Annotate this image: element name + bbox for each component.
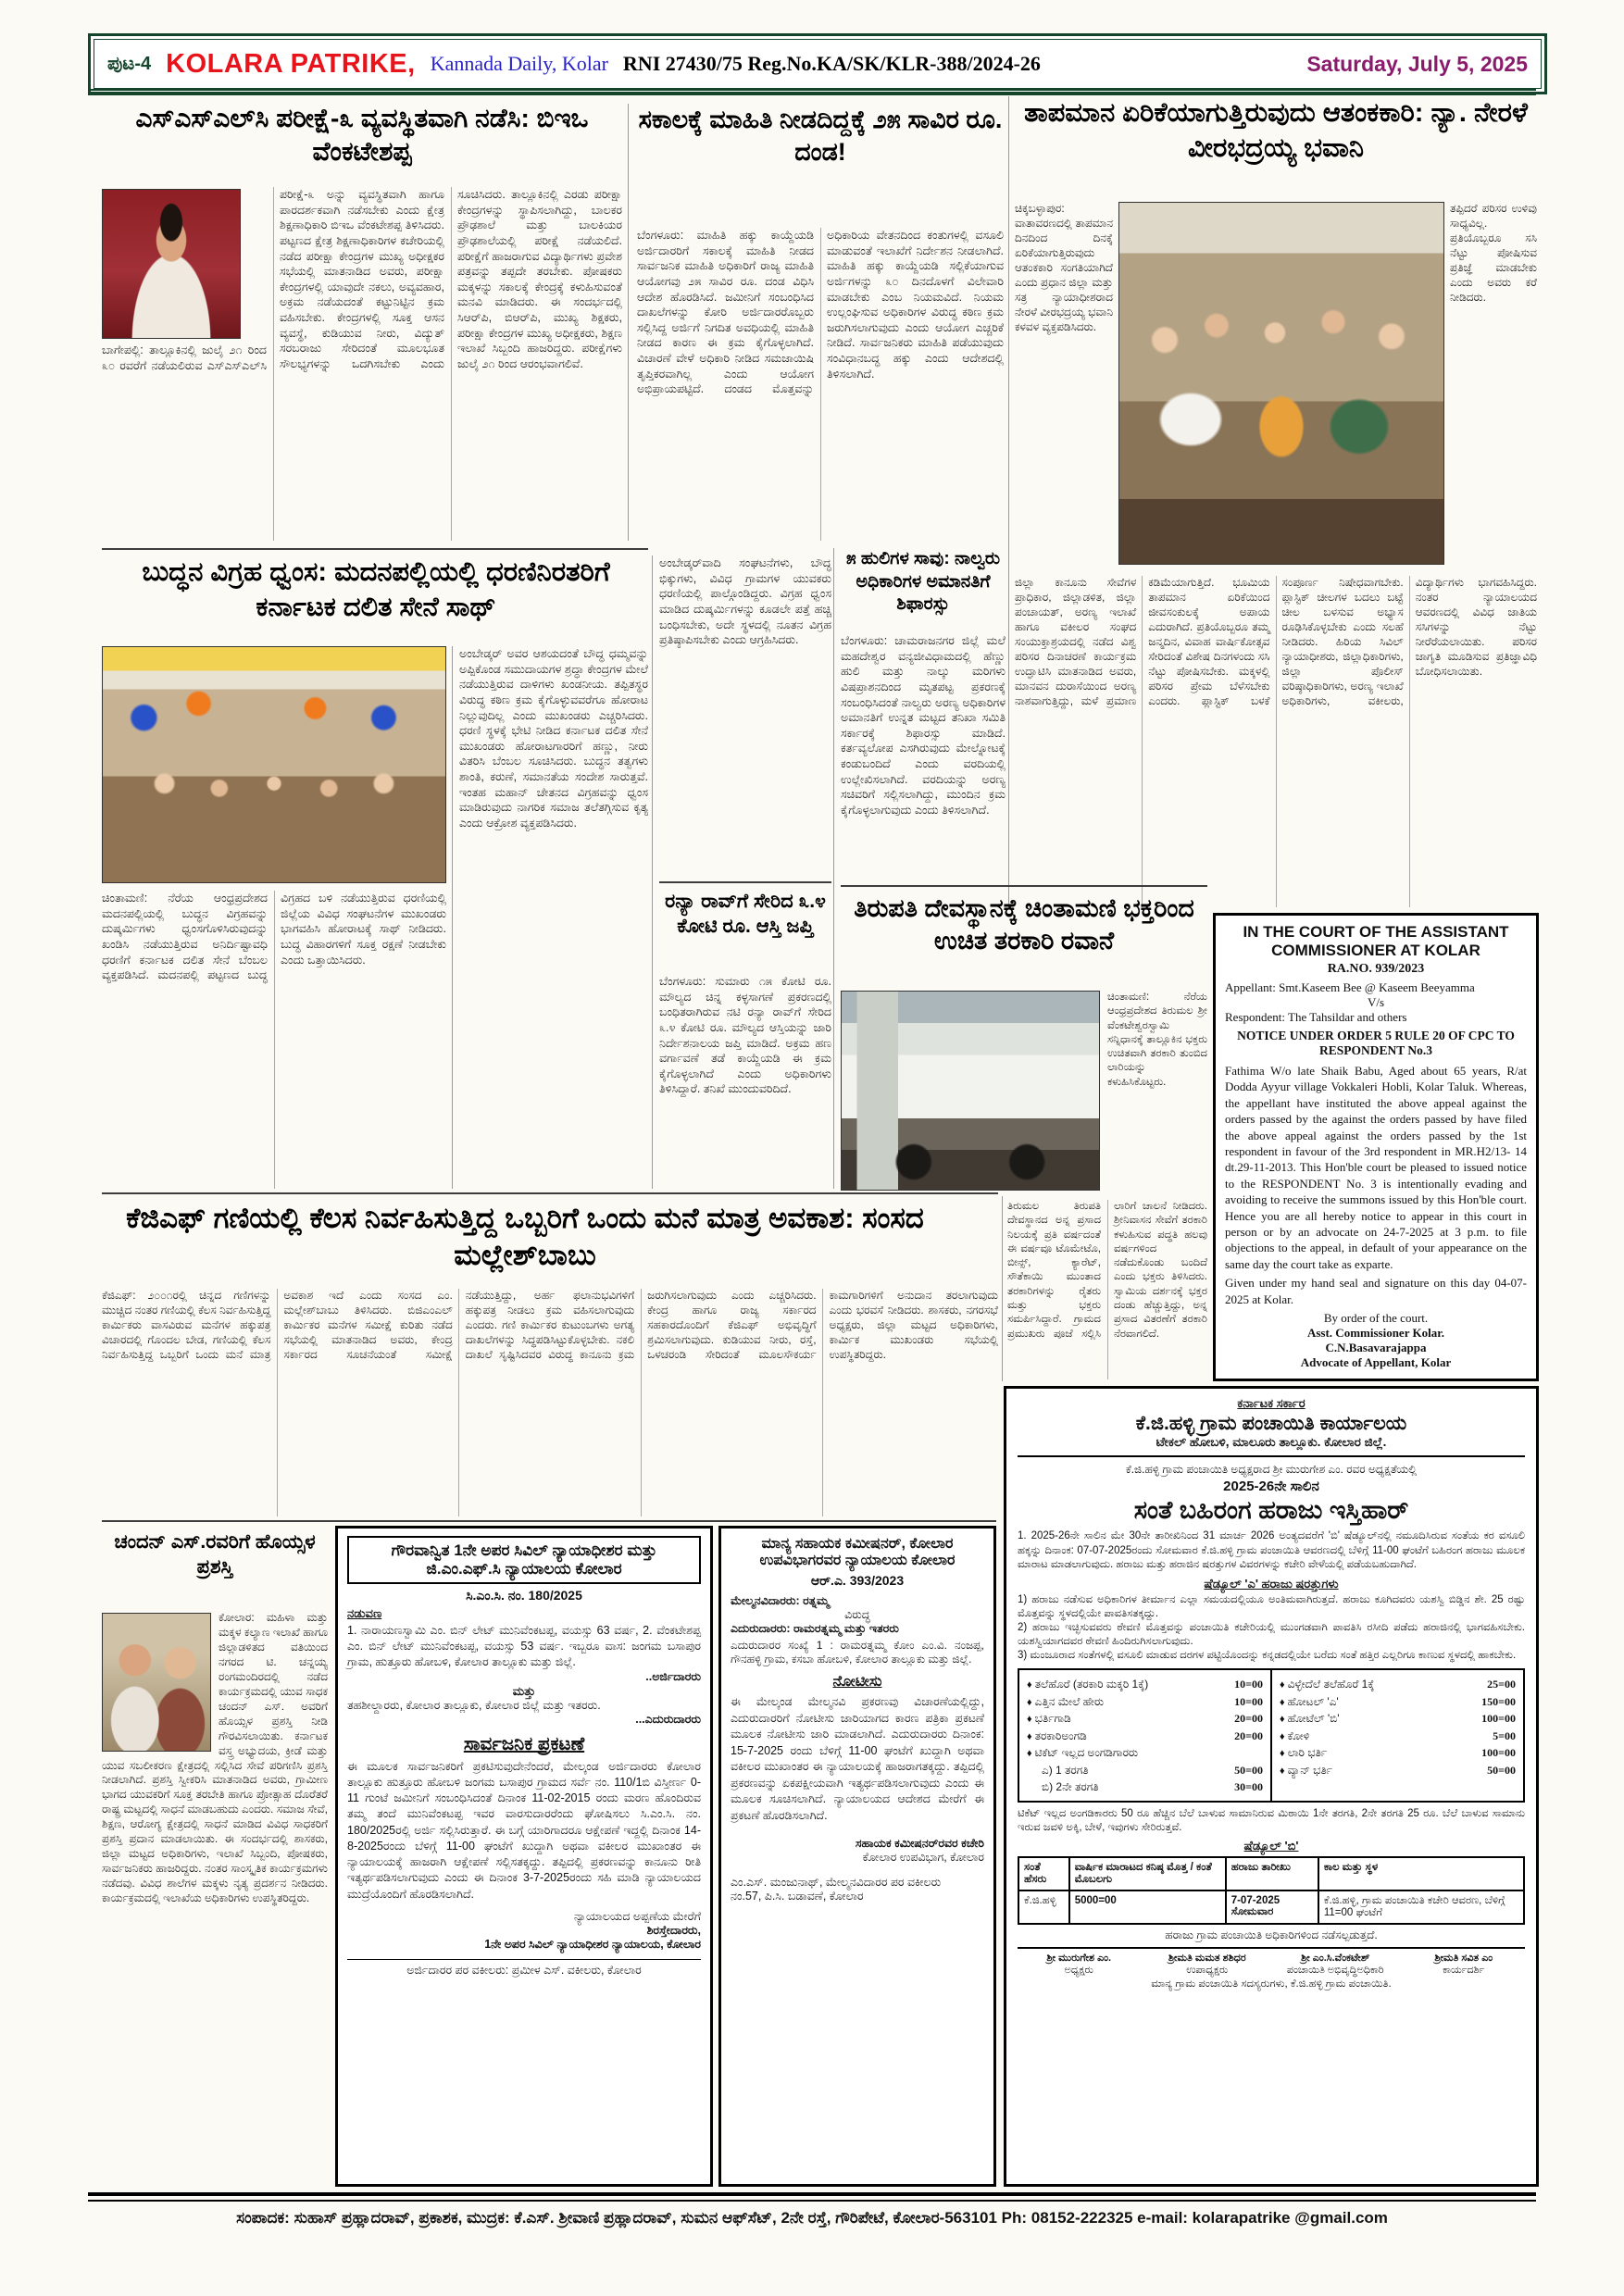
- civil-court-respondents-tag: ...ಎದುರುದಾರರು: [635, 1712, 701, 1726]
- panchayat-sig-final: ಮಾನ್ಯ ಗ್ರಾಮ ಪಂಚಾಯಿತಿ ಸದಸ್ಯರುಗಳು, ಕೆ.ಜಿ.ಹಳ್ಳಿ ಗ್ರಾಮ ಪಂಚಾಯಿತಿ.: [1151, 1978, 1392, 1990]
- court-en-respondent: Respondent: The Tahsildar and others: [1225, 1010, 1407, 1024]
- schedule-cell: ಕೆ.ಜಿ.ಹಳ್ಳಿ, ಗ್ರಾಮ ಪಂಚಾಯಿತಿ ಕಚೇರಿ ಆವರಣ, ಬೆಳಿಗ್ಗೆ 11=00 ಘಂಟೆಗೆ: [1318, 1890, 1524, 1924]
- article-tirupati-col-side: ಚಿಂತಾಮಣಿ: ನೆರೆಯ ಆಂಧ್ರಪ್ರದೇಶದ ತಿರುಮಲ ಶ್ರೀ ವೆಂಕಟೇಶ್ವರಸ್ವಾಮಿ ಸನ್ನಿಧಾನಕ್ಕೆ ತಾಲ್ಲೂಕಿನ ಭಕ್ತರು ಉಚಿತವಾಗಿ ತರಕಾರಿ ತುಂಬಿದ ಲಾರಿಯನ್ನು ಕಳುಹಿಸಿಕೊಟ್ಟರು.: [1107, 992, 1207, 1088]
- headline-sslc: ಎಸ್‌ಎಸ್‌ಎಲ್‌ಸಿ ಪರೀಕ್ಷೆ-೩ ವ್ಯವಸ್ಥಿತವಾಗಿ ನಡೆಸಿ: ಬಿಇಒ ವೆಂಕಟೇಶಪ್ಪ: [135, 104, 589, 167]
- photo-tirupati-truck: [841, 991, 1100, 1191]
- panchayat-govt: ಕರ್ನಾಟಕ ಸರ್ಕಾರ: [1237, 1396, 1305, 1410]
- civil-court-applicants-tag: ..ಅರ್ಜಿದಾರರು: [645, 1669, 701, 1683]
- ac-court-sig2: ಕೋಲಾರ ಉಪವಿಭಾಗ, ಕೋಲಾರ: [862, 1851, 984, 1864]
- article-heat-col-right: ತಪ್ಪಿದರೆ ಪರಿಸರ ಉಳಿವು ಸಾಧ್ಯವಿಲ್ಲ. ಪ್ರತಿಯೊಬ್ಬರೂ ಸಸಿ ನೆಟ್ಟು ಪೋಷಿಸುವ ಪ್ರತಿಜ್ಞೆ ಮಾಡಬೇಕು ಎಂದು ಅವರು ಕರೆ ನೀಡಿದರು.: [1450, 202, 1537, 304]
- headline-hoysala: ಚಂದನ್ ಎಸ್.ರವರಿಗೆ ಹೊಯ್ಸಳ ಪ್ರಶಸ್ತಿ: [114, 1531, 316, 1578]
- article-tigers-body: ಬೆಂಗಳೂರು: ಚಾಮರಾಜನಗರ ಜಿಲ್ಲೆ ಮಲೆ ಮಹದೇಶ್ವರ ವನ್ಯಜೀವಿಧಾಮದಲ್ಲಿ ಹೆಣ್ಣು ಹುಲಿ ಮತ್ತು ನಾಲ್ಕು ಮರಿಗಳು ವಿಷಪ್ರಾಶನದಿಂದ ಮೃತಪಟ್ಟ ಪ್ರಕರಣಕ್ಕೆ ಸಂಬಂಧಿಸಿದಂತೆ ನಾಲ್ವರು ಅರಣ್ಯ ಅಧಿಕಾರಿಗಳ ಅಮಾನತಿಗೆ ಉನ್ನತ ಮಟ್ಟದ ತನಿಖಾ ಸಮಿತಿ ಸರ್ಕಾರಕ್ಕೆ ಶಿಫಾರಸ್ಸು ಮಾಡಿದೆ. ಕರ್ತವ್ಯಲೋಪ ಎಸಗಿರುವುದು ಮೇಲ್ನೋಟಕ್ಕೆ ಕಂಡುಬಂದಿದೆ ಎಂದು ವರದಿಯಲ್ಲಿ ಉಲ್ಲೇಖಿಸಲಾಗಿದೆ. ವರದಿಯನ್ನು ಅರಣ್ಯ ಸಚಿವರಿಗೆ ಸಲ್ಲಿಸಲಾಗಿದ್ದು, ಮುಂದಿನ ಕ್ರಮ ಕೈಗೊಳ್ಳಲಾಗುವುದು ಎಂದು ತಿಳಿಸಲಾಗಿದೆ.: [841, 634, 1006, 817]
- fee-row: ♦ ತರಕಾರಿಅಂಗಡಿ 20=00: [1027, 1728, 1263, 1745]
- schedule-cell: ಕೆ.ಜಿ.ಹಳ್ಳಿ: [1018, 1890, 1069, 1924]
- panchayat-signatories: [1018, 1947, 1525, 1977]
- civil-court-case-no: ಸಿ.ಎಂ.ಸಿ. ನಂ. 180/2025: [466, 1588, 582, 1603]
- civil-court-notice: [335, 1526, 713, 2187]
- schedule-cell: 5000=00: [1069, 1890, 1226, 1924]
- schedule-cell: 7-07-2025 ಸೋಮವಾರ: [1226, 1890, 1318, 1924]
- panchayat-note: ಟಿಕೆಟ್ ಇಲ್ಲದ ಅಂಗಡಿಕಾರರು 50 ರೂ ಹೆಚ್ಚಿನ ಬೆಲೆ ಬಾಳುವ ಸಾಮಾನಿರುವ ಮಿಠಾಯಿ 1ನೇ ತರಗತಿ, 2ನೇ ತರಗತಿ 25 ರೂ. ಬೆಲೆ ಬಾಳುವ ಸಾಮಾನು ಇರುವ ಜವಳಿ ಅಕ್ಕಿ, ಬೇಳೆ, ಇವುಗಳು ಸೇರಿರುತ್ತವೆ.: [1018, 1807, 1525, 1834]
- civil-court-applicants: 1. ನಾರಾಯಣಸ್ವಾಮಿ ಎಂ. ಬಿನ್ ಲೇಟ್ ಮುನಿವೆಂಕಟಪ್ಪ, ವಯಸ್ಸು 63 ವರ್ಷ, 2. ವೆಂಕಟೇಶಪ್ಪ ಎಂ. ಬಿನ್ ಲೇಟ್ ಮುನಿವೆಂಕಟಪ್ಪ, ವಯಸ್ಸು 53 ವರ್ಷ. ಇಬ್ಬರೂ ವಾಸ: ಜಂಗಮ ಬಸಾಪುರ ಗ್ರಾಮ, ಹುತ್ತೂರು ಹೋಬಳಿ, ಕೋಲಾರ ತಾಲ್ಲೂಕು ಮತ್ತು ಜಿಲ್ಲೆ.: [347, 1624, 701, 1668]
- photo-beo-portrait: [102, 189, 241, 339]
- article-buddha-col-right: ಅಂಬೇಡ್ಕರ್ ಅವರ ಆಶಯದಂತೆ ಬೌದ್ಧ ಧಮ್ಮವನ್ನು ಅಪ್ಪಿಕೊಂಡ ಸಮುದಾಯಗಳ ಶ್ರದ್ಧಾ ಕೇಂದ್ರಗಳ ಮೇಲೆ ನಡೆಯುತ್ತಿರುವ ದಾಳಿಗಳು ಖಂಡನೀಯ. ತಪ್ಪಿತಸ್ಥರ ವಿರುದ್ಧ ಕಠಿಣ ಕ್ರಮ ಕೈಗೊಳ್ಳುವವರೆಗೂ ಹೋರಾಟ ನಿಲ್ಲುವುದಿಲ್ಲ ಎಂದು ಮುಖಂಡರು ಎಚ್ಚರಿಸಿದರು. ಧರಣಿ ಸ್ಥಳಕ್ಕೆ ಭೇಟಿ ನೀಡಿದ ಕರ್ನಾಟಕ ದಲಿತ ಸೇನೆ ಮುಖಂಡರು ಹೋರಾಟಗಾರರಿಗೆ ಹಣ್ಣು, ನೀರು ವಿತರಿಸಿ ಬೆಂಬಲ ಸೂಚಿಸಿದರು. ಬುದ್ಧನ ತತ್ವಗಳು ಶಾಂತಿ, ಕರುಣೆ, ಸಮಾನತೆಯ ಸಂದೇಶ ಸಾರುತ್ತವೆ. ಇಂತಹ ಮಹಾನ್ ಚೇತನದ ವಿಗ್ರಹವನ್ನು ಧ್ವಂಸ ಮಾಡಿರುವುದು ನಾಗರಿಕ ಸಮಾಜ ತಲೆತಗ್ಗಿಸುವ ಕೃತ್ಯ ಎಂದು ಆಕ್ರೋಶ ವ್ಯಕ್ತಪಡಿಸಿದರು.: [459, 647, 648, 830]
- fee-row: ♦ ವ್ಯಾನ್ ಭರ್ತಿ 50=00: [1280, 1762, 1516, 1779]
- court-en-case-no: RA.NO. 939/2023: [1327, 962, 1425, 976]
- panchayat-schedule-a-head: ಷೆಡ್ಯೂಲ್ 'ಎ' ಹರಾಜು ಷರತ್ತುಗಳು: [1204, 1576, 1339, 1591]
- court-en-sig3: Advocate of Appellant, Kolar: [1300, 1355, 1452, 1370]
- schedule-row: [1018, 1890, 1524, 1924]
- civil-court-public-head: ಸಾರ್ವಜನಿಕ ಪ್ರಕಟಣೆ: [463, 1733, 585, 1754]
- fee-table-right: [1270, 1670, 1523, 1801]
- fee-row: ♦ ಎತ್ತಿನ ಮೇಲೆ ಹೇರು 10=00: [1027, 1693, 1263, 1711]
- ac-court-notice: [718, 1526, 996, 2187]
- auction-schedule-table: [1018, 1856, 1525, 1925]
- column-divider: [1008, 96, 1009, 909]
- court-en-sig1: Asst. Commissioner Kolar.: [1306, 1326, 1445, 1341]
- masthead-divider: [88, 89, 1536, 95]
- photo-buddha-protest: [102, 646, 446, 883]
- panchayat-cond3: 3) ಮಂಜೂರಾದ ಸಂತೆಗಳಲ್ಲಿ ವಸೂಲಿ ಮಾಡುವ ದರಗಳ ಪಟ್ಟಿಯೊಂದನ್ನು ಕನ್ನಡದಲ್ಲಿಯೇ ಬರೆದು ಸಂತೆ ಹತ್ತಿರ ಎಲ್ಲರಿಗೂ ಕಾಣುವ ಸ್ಥಳದಲ್ಲಿ ಹಾಕಬೇಕು.: [1018, 1650, 1517, 1662]
- civil-court-between: ನಡುವಣ: [347, 1606, 382, 1620]
- fee-row: ♦ ವಿಳ್ಳೇದೆಲೆ ತಲೆಹೊರೆ 1ಕ್ಕೆ 25=00: [1280, 1676, 1516, 1693]
- newspaper-subtitle: Kannada Daily, Kolar: [430, 52, 608, 75]
- panchayat-big-title: ಸಂತೆ ಬಹಿರಂಗ ಹರಾಜು ಇಸ್ತಿಹಾರ್: [1133, 1496, 1409, 1524]
- ac-court-respondent-detail: ಎದುರುದಾರರ ಸಂಖ್ಯೆ 1 : ರಾಮರತ್ನಮ್ಮ ಕೋಂ ಎಂ.ವಿ. ನಂಜಪ್ಪ, ಗೌನಹಳ್ಳಿ ಗ್ರಾಮ, ಕಸಬಾ ಹೋಬಳಿ, ಕೋಲಾರ ತಾಲ್ಲೂಕು ಮತ್ತು ಜಿಲ್ಲೆ.: [731, 1639, 984, 1666]
- ac-court-notice-head: ನೋಟೀಸು: [832, 1674, 882, 1690]
- court-en-notice-head: NOTICE UNDER ORDER 5 RULE 20 OF CPC TO RESPONDENT No.3: [1237, 1029, 1515, 1057]
- court-en-vs: V/s: [1367, 995, 1385, 1009]
- signatory: ಶ್ರೀ ಮುರುಗೇಶ ಎಂ. ಅಧ್ಯಕ್ಷರು: [1046, 1953, 1112, 1977]
- ac-court-adv1: ಎಂ.ಎಸ್. ಮಂಜುನಾಥ್, ಮೇಲ್ಮನವಿದಾರರ ಪರ ವಕೀಲರು: [731, 1876, 942, 1889]
- schedule-col-header: ಕಾಲ ಮತ್ತು ಸ್ಥಳ: [1318, 1857, 1524, 1890]
- ac-court-body: ಈ ಮೇಲ್ಕಂಡ ಮೇಲ್ಮನವಿ ಪ್ರಕರಣವು ವಿಚಾರಣೆಯಲ್ಲಿದ್ದು, ಎದುರುದಾರರಿಗೆ ನೋಟೀಸು ಜಾರಿಯಾಗದ ಕಾರಣ ಪತ್ರಿಕಾ ಪ್ರಕಟಣೆ ಮೂಲಕ ನೋಟೀಸು ಜಾರಿ ಮಾಡಲಾಗಿದೆ. ಎದುರುದಾರರು ದಿನಾಂಕ: 15-7-2025 ರಂದು ಬೆಳಿಗ್ಗೆ 11-00 ಘಂಟೆಗೆ ಖುದ್ದಾಗಿ ಅಥವಾ ವಕೀಲರ ಮುಖಾಂತರ ಈ ನ್ಯಾಯಾಲಯಕ್ಕೆ ಹಾಜರಾಗತಕ್ಕದ್ದು. ತಪ್ಪಿದಲ್ಲಿ ಪ್ರಕರಣವನ್ನು ಏಕಪಕ್ಷೀಯವಾಗಿ ಇತ್ಯರ್ಥಪಡಿಸಲಾಗುವುದು ಎಂದು ಈ ಮೂಲಕ ಸೂಚಿಸಲಾಗಿದೆ. ನ್ಯಾಯಾಲಯದ ಆದೇಶದ ಮೇರೆಗೆ ಈ ಪ್ರಕಟಣೆ ಹೊರಡಿಸಲಾಗಿದೆ.: [731, 1695, 984, 1822]
- ac-court-sig1: ಸಹಾಯಕ ಕಮೀಷನರ್‌ರವರ ಕಚೇರಿ: [855, 1837, 984, 1850]
- registration-number: RNI 27430/75 Reg.No.KA/SK/KLR-388/2024-26: [622, 52, 1041, 75]
- article-kgf-body: ಕೆಜಿಎಫ್: ೨೦೦೧ರಲ್ಲಿ ಚಿನ್ನದ ಗಣಿಗಳನ್ನು ಮುಚ್ಚಿದ ನಂತರ ಗಣಿಯಲ್ಲಿ ಕೆಲಸ ನಿರ್ವಹಿಸುತ್ತಿದ್ದ ಕಾರ್ಮಿಕರು ವಾಸವಿರುವ ಮನೆಗಳ ಹಕ್ಕುಪತ್ರ ವಿಚಾರದಲ್ಲಿ ಗೊಂದಲ ಬೇಡ, ಗಣಿಯಲ್ಲಿ ಕೆಲಸ ನಿರ್ವಹಿಸುತ್ತಿದ್ದ ಒಬ್ಬರಿಗೆ ಒಂದು ಮನೆ ಮಾತ್ರ ಅವಕಾಶ ಇದೆ ಎಂದು ಸಂಸದ ಎಂ. ಮಲ್ಲೇಶ್‌ಬಾಬು ತಿಳಿಸಿದರು. ಬಿಜಿಎಂಎಲ್ ಕಾರ್ಮಿಕರ ಮನೆಗಳ ಸಮೀಕ್ಷೆ ಕುರಿತು ನಡೆದ ಸಭೆಯಲ್ಲಿ ಮಾತನಾಡಿದ ಅವರು, ಕೇಂದ್ರ ಸರ್ಕಾರದ ಸೂಚನೆಯಂತೆ ಸಮೀಕ್ಷೆ ನಡೆಯುತ್ತಿದ್ದು, ಅರ್ಹ ಫಲಾನುಭವಿಗಳಿಗೆ ಹಕ್ಕುಪತ್ರ ನೀಡಲು ಕ್ರಮ ವಹಿಸಲಾಗುವುದು ಎಂದರು. ಗಣಿ ಕಾರ್ಮಿಕರ ಕುಟುಂಬಗಳು ಅಗತ್ಯ ದಾಖಲೆಗಳನ್ನು ಸಿದ್ಧಪಡಿಸಿಟ್ಟುಕೊಳ್ಳಬೇಕು. ನಕಲಿ ದಾಖಲೆ ಸೃಷ್ಟಿಸಿದವರ ವಿರುದ್ಧ ಕಾನೂನು ಕ್ರಮ ಜರುಗಿಸಲಾಗುವುದು ಎಂದು ಎಚ್ಚರಿಸಿದರು. ಕೇಂದ್ರ ಹಾಗೂ ರಾಜ್ಯ ಸರ್ಕಾರದ ಸಹಕಾರದೊಂದಿಗೆ ಕೆಜಿಎಫ್ ಅಭಿವೃದ್ಧಿಗೆ ಶ್ರಮಿಸಲಾಗುವುದು. ಕುಡಿಯುವ ನೀರು, ರಸ್ತೆ, ಒಳಚರಂಡಿ ಸೇರಿದಂತೆ ಮೂಲಸೌಕರ್ಯ ಕಾಮಗಾರಿಗಳಿಗೆ ಅನುದಾನ ತರಲಾಗುವುದು ಎಂದು ಭರವಸೆ ನೀಡಿದರು. ಶಾಸಕರು, ನಗರಸಭೆ ಅಧ್ಯಕ್ಷರು, ಜಿಲ್ಲಾ ಮಟ್ಟದ ಅಧಿಕಾರಿಗಳು, ಕಾರ್ಮಿಕ ಮುಖಂಡರು ಸಭೆಯಲ್ಲಿ ಉಪಸ್ಥಿತರಿದ್ದರು.: [102, 1289, 998, 1361]
- article-sslc-body: ಬಾಗೇಪಲ್ಲಿ: ತಾಲ್ಲೂಕಿನಲ್ಲಿ ಜುಲೈ ೨೧ ರಿಂದ ೩೦ ರವರೆಗೆ ನಡೆಯಲಿರುವ ಎಸ್‌ಎಸ್‌ಎಲ್‌ಸಿ ಪರೀಕ್ಷೆ-೩ ಅನ್ನು ವ್ಯವಸ್ಥಿತವಾಗಿ ಹಾಗೂ ಪಾರದರ್ಶಕವಾಗಿ ನಡೆಸಬೇಕು ಎಂದು ಕ್ಷೇತ್ರ ಶಿಕ್ಷಣಾಧಿಕಾರಿ ಬಿಇಒ ವೆಂಕಟೇಶಪ್ಪ ತಿಳಿಸಿದರು. ಪಟ್ಟಣದ ಕ್ಷೇತ್ರ ಶಿಕ್ಷಣಾಧಿಕಾರಿಗಳ ಕಚೇರಿಯಲ್ಲಿ ನಡೆದ ಪರೀಕ್ಷಾ ಕೇಂದ್ರಗಳ ಮುಖ್ಯ ಅಧೀಕ್ಷಕರ ಸಭೆಯಲ್ಲಿ ಮಾತನಾಡಿದ ಅವರು, ಪರೀಕ್ಷಾ ಕೇಂದ್ರಗಳಲ್ಲಿ ಯಾವುದೇ ನಕಲು, ಅವ್ಯವಹಾರ, ಅಕ್ರಮ ನಡೆಯದಂತೆ ಕಟ್ಟುನಿಟ್ಟಿನ ಕ್ರಮ ವಹಿಸಬೇಕು. ಕೇಂದ್ರಗಳಲ್ಲಿ ಸೂಕ್ತ ಆಸನ ವ್ಯವಸ್ಥೆ, ಕುಡಿಯುವ ನೀರು, ವಿದ್ಯುತ್ ಸರಬರಾಜು ಸೇರಿದಂತೆ ಮೂಲಭೂತ ಸೌಲಭ್ಯಗಳನ್ನು ಒದಗಿಸಬೇಕು ಎಂದು ಸೂಚಿಸಿದರು. ತಾಲ್ಲೂಕಿನಲ್ಲಿ ಎರಡು ಪರೀಕ್ಷಾ ಕೇಂದ್ರಗಳನ್ನು ಸ್ಥಾಪಿಸಲಾಗಿದ್ದು, ಬಾಲಕರ ಪ್ರೌಢಶಾಲೆ ಮತ್ತು ಬಾಲಕಿಯರ ಪ್ರೌಢಶಾಲೆಯಲ್ಲಿ ಪರೀಕ್ಷೆ ನಡೆಯಲಿದೆ. ಪರೀಕ್ಷೆಗೆ ಹಾಜರಾಗುವ ವಿದ್ಯಾರ್ಥಿಗಳು ಪ್ರವೇಶ ಪತ್ರವನ್ನು ತಪ್ಪದೇ ತರಬೇಕು. ಪೋಷಕರು ಮಕ್ಕಳನ್ನು ಸಕಾಲಕ್ಕೆ ಕೇಂದ್ರಕ್ಕೆ ಕಳುಹಿಸುವಂತೆ ಮನವಿ ಮಾಡಿದರು. ಈ ಸಂದರ್ಭದಲ್ಲಿ ಸಿಆರ್‌ಪಿ, ಬಿಆರ್‌ಪಿ, ಮುಖ್ಯ ಶಿಕ್ಷಕರು, ಪರೀಕ್ಷಾ ಕೇಂದ್ರಗಳ ಮುಖ್ಯ ಅಧೀಕ್ಷಕರು, ಶಿಕ್ಷಣ ಇಲಾಖೆ ಸಿಬ್ಬಂದಿ ಹಾಜರಿದ್ದರು. ಪರೀಕ್ಷೆಗಳು ಜುಲೈ ೨೧ ರಿಂದ ಆರಂಭವಾಗಲಿವೆ.: [102, 188, 622, 372]
- headline-heat: ತಾಪಮಾನ ಏರಿಕೆಯಾಗುತ್ತಿರುವುದು ಆತಂಕಕಾರಿ: ನ್ಯಾ. ನೇರಳೆ ವೀರಭದ್ರಯ್ಯ ಭವಾನಿ: [1024, 98, 1528, 163]
- article-heat-body-lower: ಜಿಲ್ಲಾ ಕಾನೂನು ಸೇವೆಗಳ ಪ್ರಾಧಿಕಾರ, ಜಿಲ್ಲಾಡಳಿತ, ಜಿಲ್ಲಾ ಪಂಚಾಯತ್, ಅರಣ್ಯ ಇಲಾಖೆ ಹಾಗೂ ವಕೀಲರ ಸಂಘದ ಸಂಯುಕ್ತಾಶ್ರಯದಲ್ಲಿ ನಡೆದ ವಿಶ್ವ ಪರಿಸರ ದಿನಾಚರಣೆ ಕಾರ್ಯಕ್ರಮ ಉದ್ಘಾಟಿಸಿ ಮಾತನಾಡಿದ ಅವರು, ಮಾನವನ ದುರಾಸೆಯಿಂದ ಅರಣ್ಯ ನಾಶವಾಗುತ್ತಿದ್ದು, ಮಳೆ ಪ್ರಮಾಣ ಕಡಿಮೆಯಾಗುತ್ತಿದೆ. ಭೂಮಿಯ ತಾಪಮಾನ ಏರಿಕೆಯಿಂದ ಜೀವಸಂಕುಲಕ್ಕೆ ಅಪಾಯ ಎದುರಾಗಿದೆ. ಪ್ರತಿಯೊಬ್ಬರೂ ತಮ್ಮ ಜನ್ಮದಿನ, ವಿವಾಹ ವಾರ್ಷಿಕೋತ್ಸವ ಸೇರಿದಂತೆ ವಿಶೇಷ ದಿನಗಳಂದು ಸಸಿ ನೆಟ್ಟು ಪೋಷಿಸಬೇಕು. ಮಕ್ಕಳಲ್ಲಿ ಪರಿಸರ ಪ್ರೇಮ ಬೆಳೆಸಬೇಕು ಎಂದರು. ಪ್ಲಾಸ್ಟಿಕ್ ಬಳಕೆ ಸಂಪೂರ್ಣ ನಿಷೇಧವಾಗಬೇಕು. ಪ್ಲಾಸ್ಟಿಕ್ ಚೀಲಗಳ ಬದಲು ಬಟ್ಟೆ ಚೀಲ ಬಳಸುವ ಅಭ್ಯಾಸ ರೂಢಿಸಿಕೊಳ್ಳಬೇಕು ಎಂದು ಸಲಹೆ ನೀಡಿದರು. ಹಿರಿಯ ಸಿವಿಲ್ ನ್ಯಾಯಾಧೀಶರು, ಜಿಲ್ಲಾಧಿಕಾರಿಗಳು, ಜಿಲ್ಲಾ ಪೊಲೀಸ್ ವರಿಷ್ಠಾಧಿಕಾರಿಗಳು, ಅರಣ್ಯ ಇಲಾಖೆ ಅಧಿಕಾರಿಗಳು, ವಕೀಲರು, ವಿದ್ಯಾರ್ಥಿಗಳು ಭಾಗವಹಿಸಿದ್ದರು. ನಂತರ ನ್ಯಾಯಾಲಯದ ಆವರಣದಲ್ಲಿ ವಿವಿಧ ಜಾತಿಯ ಸಸಿಗಳನ್ನು ನೆಟ್ಟು ನೀರೆರೆಯಲಾಯಿತು. ಪರಿಸರ ಜಾಗೃತಿ ಮೂಡಿಸುವ ಪ್ರತಿಜ್ಞಾವಿಧಿ ಬೋಧಿಸಲಾಯಿತು.: [1015, 576, 1537, 707]
- civil-court-respondents: ತಹಶೀಲ್ದಾರರು, ಕೋಲಾರ ತಾಲ್ಲೂಕು, ಕೋಲಾರ ಜಿಲ್ಲೆ ಮತ್ತು ಇತರರು.: [347, 1698, 601, 1712]
- subhead-ranya: ರನ್ಯಾ ರಾವ್‌ಗೆ ಸೇರಿದ ೩.೪ ಕೋಟಿ ರೂ. ಆಸ್ತಿ ಜಪ್ತಿ: [665, 891, 826, 938]
- panchayat-conducted: ಹರಾಜು ಗ್ರಾಮ ಪಂಚಾಯಿತಿ ಅಧಿಕಾರಿಗಳಿಂದ ನಡೆಸಲ್ಪಡುತ್ತದೆ.: [1165, 1928, 1378, 1942]
- civil-court-and: ಮತ್ತು: [512, 1683, 536, 1698]
- fee-row: ♦ ತಲೆಹೊರೆ (ತರಕಾರಿ ಮಕ್ಕರಿ 1ಕ್ಕೆ) 10=00: [1027, 1676, 1263, 1693]
- column-divider: [652, 555, 653, 1189]
- column-divider: [833, 548, 834, 1189]
- article-fine-body: ಬೆಂಗಳೂರು: ಮಾಹಿತಿ ಹಕ್ಕು ಕಾಯ್ದೆಯಡಿ ಅರ್ಜಿದಾರರಿಗೆ ಸಕಾಲಕ್ಕೆ ಮಾಹಿತಿ ನೀಡದ ಸಾರ್ವಜನಿಕ ಮಾಹಿತಿ ಅಧಿಕಾರಿಗೆ ರಾಜ್ಯ ಮಾಹಿತಿ ಆಯೋಗವು ೨೫ ಸಾವಿರ ರೂ. ದಂಡ ವಿಧಿಸಿ ಆದೇಶ ಹೊರಡಿಸಿದೆ. ಜಮೀನಿಗೆ ಸಂಬಂಧಿಸಿದ ದಾಖಲೆಗಳನ್ನು ಕೋರಿ ಅರ್ಜಿದಾರರೊಬ್ಬರು ಸಲ್ಲಿಸಿದ್ದ ಅರ್ಜಿಗೆ ನಿಗದಿತ ಅವಧಿಯಲ್ಲಿ ಮಾಹಿತಿ ನೀಡದ ಕಾರಣ ಈ ಕ್ರಮ ಕೈಗೊಳ್ಳಲಾಗಿದೆ. ವಿಚಾರಣೆ ವೇಳೆ ಅಧಿಕಾರಿ ನೀಡಿದ ಸಮಜಾಯಿಷಿ ತೃಪ್ತಿಕರವಾಗಿಲ್ಲ ಎಂದು ಆಯೋಗ ಅಭಿಪ್ರಾಯಪಟ್ಟಿದೆ. ದಂಡದ ಮೊತ್ತವನ್ನು ಅಧಿಕಾರಿಯ ವೇತನದಿಂದ ಕಂತುಗಳಲ್ಲಿ ವಸೂಲಿ ಮಾಡುವಂತೆ ಇಲಾಖೆಗೆ ನಿರ್ದೇಶನ ನೀಡಲಾಗಿದೆ. ಮಾಹಿತಿ ಹಕ್ಕು ಕಾಯ್ದೆಯಡಿ ಸಲ್ಲಿಕೆಯಾಗುವ ಅರ್ಜಿಗಳನ್ನು ೩೦ ದಿನದೊಳಗೆ ವಿಲೇವಾರಿ ಮಾಡಬೇಕು ಎಂಬ ನಿಯಮವಿದೆ. ನಿಯಮ ಉಲ್ಲಂಘಿಸುವ ಅಧಿಕಾರಿಗಳ ವಿರುದ್ಧ ಕಠಿಣ ಕ್ರಮ ಜರುಗಿಸಲಾಗುವುದು ಎಂದು ಆಯೋಗ ಎಚ್ಚರಿಕೆ ನೀಡಿದೆ. ಸಾರ್ವಜನಿಕರು ಮಾಹಿತಿ ಪಡೆಯುವುದು ಸಂವಿಧಾನಬದ್ಧ ಹಕ್ಕು ಎಂದು ಆದೇಶದಲ್ಲಿ ತಿಳಿಸಲಾಗಿದೆ.: [637, 229, 1004, 396]
- column-divider: [628, 104, 629, 541]
- panchayat-para1: 1. 2025-26ನೇ ಸಾಲಿನ ಮೇ 30ನೇ ತಾರೀಖಿನಿಂದ 31 ಮಾರ್ಚ 2026 ಅಂತ್ಯದವರೆಗೆ 'ಬಿ' ಷೆಡ್ಯೂಲ್‌ನಲ್ಲಿ ನಮೂದಿಸಿರುವ ಸಂತೆಯ ಕರ ವಸೂಲಿ ಹಕ್ಕನ್ನು ದಿನಾಂಕ: 07-07-2025ರಂದು ಸೋಮವಾರ ಕೆ.ಜಿ.ಹಳ್ಳಿ ಗ್ರಾಮ ಪಂಚಾಯಿತಿ ಆವರಣದಲ್ಲಿ ಬೆಳಿಗ್ಗೆ 11-00 ಘಂಟೆಗೆ ಬಹಿರಂಗ ಹರಾಜು ಮೂಲಕ ಮಾರಾಟ ಮಾಡಲಾಗುವುದು. ಹರಾಜು ಮತ್ತು ಹರಾಜಿನ ಷರತ್ತುಗಳ ವಿವರಗಳನ್ನು ಕಚೇರಿ ವೇಳೆಯಲ್ಲಿ ಪಡೆಯಬಹುದಾಗಿದೆ.: [1018, 1530, 1525, 1571]
- article-buddha-col-mid: ಅಂಬೇಡ್ಕರ್‌ವಾದಿ ಸಂಘಟನೆಗಳು, ಬೌದ್ಧ ಭಿಕ್ಕುಗಳು, ವಿವಿಧ ಗ್ರಾಮಗಳ ಯುವಕರು ಧರಣಿಯಲ್ಲಿ ಪಾಲ್ಗೊಂಡಿದ್ದರು. ವಿಗ್ರಹ ಧ್ವಂಸ ಮಾಡಿದ ದುಷ್ಕರ್ಮಿಗಳನ್ನು ಕೂಡಲೇ ಪತ್ತೆ ಹಚ್ಚಿ ಬಂಧಿಸಬೇಕು, ಅದೇ ಸ್ಥಳದಲ್ಲಿ ನೂತನ ವಿಗ್ರಹ ಪ್ರತಿಷ್ಠಾಪಿಸಬೇಕು ಎಂದು ಆಗ್ರಹಿಸಿದರು.: [659, 556, 831, 647]
- footer-rule: [88, 2192, 1536, 2202]
- signatory: ಶ್ರೀಮತಿ ಸವಿತ ಎಂ ಕಾರ್ಯದರ್ಶಿ: [1434, 1953, 1493, 1977]
- civil-court-sig2: 1ನೇ ಅಪರ ಸಿವಿಲ್ ನ್ಯಾಯಾಧೀಶರ ನ್ಯಾಯಾಲಯ, ಕೋಲಾರ: [484, 1937, 701, 1951]
- court-en-sig2: C.N.Basavarajappa: [1325, 1341, 1427, 1355]
- ac-court-adv2: ನಂ.57, ಪಿ.ಸಿ. ಬಡಾವಣೆ, ಕೋಲಾರ: [731, 1890, 864, 1903]
- headline-kgf: ಕೆಜಿಎಫ್ ಗಣಿಯಲ್ಲಿ ಕೆಲಸ ನಿರ್ವಹಿಸುತ್ತಿದ್ದ ಒಬ್ಬರಿಗೆ ಒಂದು ಮನೆ ಮಾತ್ರ ಅವಕಾಶ: ಸಂಸದ ಮಲ್ಲೇಶ್‌ಬಾಬು: [126, 1202, 924, 1272]
- headline-buddha: ಬುದ್ಧನ ವಿಗ್ರಹ ಧ್ವಂಸ: ಮದನಪಲ್ಲಿಯಲ್ಲಿ ಧರಣಿನಿರತರಿಗೆ ಕರ್ನಾಟಕ ದಲಿತ ಸೇನೆ ಸಾಥ್: [142, 557, 610, 622]
- article-hoysala-body: ಕೋಲಾರ: ಮಹಿಳಾ ಮತ್ತು ಮಕ್ಕಳ ಕಲ್ಯಾಣ ಇಲಾಖೆ ಹಾಗೂ ಜಿಲ್ಲಾಡಳಿತದ ವತಿಯಿಂದ ನಗರದ ಟಿ. ಚನ್ನಯ್ಯ ರಂಗಮಂದಿರದಲ್ಲಿ ನಡೆದ ಕಾರ್ಯಕ್ರಮದಲ್ಲಿ ಯುವ ಸಾಧಕ ಚಂದನ್ ಎಸ್. ಅವರಿಗೆ ಹೊಯ್ಸಳ ಪ್ರಶಸ್ತಿ ನೀಡಿ ಗೌರವಿಸಲಾಯಿತು. ಕರ್ನಾಟಕ ವಸ್ತ್ರ ಅಭ್ಯುದಯ, ಕ್ರೀಡೆ ಮತ್ತು ಯುವ ಸಬಲೀಕರಣ ಕ್ಷೇತ್ರದಲ್ಲಿ ಸಲ್ಲಿಸಿದ ಸೇವೆ ಪರಿಗಣಿಸಿ ಪ್ರಶಸ್ತಿ ನೀಡಲಾಗಿದೆ. ಪ್ರಶಸ್ತಿ ಸ್ವೀಕರಿಸಿ ಮಾತನಾಡಿದ ಅವರು, ಗ್ರಾಮೀಣ ಭಾಗದ ಯುವಕರಿಗೆ ಸೂಕ್ತ ತರಬೇತಿ ಹಾಗೂ ಪ್ರೋತ್ಸಾಹ ದೊರೆತರೆ ರಾಷ್ಟ್ರ ಮಟ್ಟದಲ್ಲಿ ಸಾಧನೆ ಮಾಡಬಹುದು ಎಂದರು. ಸಮಾಜ ಸೇವೆ, ಶಿಕ್ಷಣ, ಆರೋಗ್ಯ ಕ್ಷೇತ್ರದಲ್ಲಿ ಸಾಧನೆ ಮಾಡಿದ ವಿವಿಧ ಸಾಧಕರಿಗೆ ಪ್ರಶಸ್ತಿ ಪ್ರದಾನ ಮಾಡಲಾಯಿತು. ಈ ಸಂದರ್ಭದಲ್ಲಿ ಶಾಸಕರು, ಜಿಲ್ಲಾ ಮಟ್ಟದ ಅಧಿಕಾರಿಗಳು, ಇಲಾಖೆ ಸಿಬ್ಬಂದಿ, ಪೋಷಕರು, ಸಾರ್ವಜನಿಕರು ಹಾಜರಿದ್ದರು. ನಂತರ ಸಾಂಸ್ಕೃತಿಕ ಕಾರ್ಯಕ್ರಮಗಳು ನಡೆದವು. ವಿವಿಧ ಶಾಲೆಗಳ ಮಕ್ಕಳು ನೃತ್ಯ ಪ್ರದರ್ಶನ ನೀಡಿದರು. ಕಾರ್ಯಕ್ರಮದಲ್ಲಿ ಇಲಾಖೆಯ ಅಧಿಕಾರಿಗಳು ಉಪಸ್ಥಿತರಿದ್ದರು.: [102, 1611, 328, 1905]
- court-en-appellant: Appellant: Smt.Kaseem Bee @ Kaseem Beeyamma: [1225, 980, 1475, 994]
- panchayat-office: ಕೆ.ಜಿ.ಹಳ್ಳಿ ಗ್ರಾಮ ಪಂಚಾಯಿತಿ ಕಾರ್ಯಾಲಯ: [1135, 1413, 1407, 1434]
- signatory: ಶ್ರೀ ಎಂ.ಸಿ.ವೆಂಕಟೇಶ್ ಪಂಚಾಯಿತಿ ಅಭಿವೃದ್ಧಿಅಧಿಕಾರಿ: [1286, 1953, 1384, 1977]
- panchayat-cond2: 2) ಹರಾಜು ಇಚ್ಛಿಸುವವರು ಠೇವಣಿ ಮೊತ್ತವನ್ನು ಪಂಚಾಯಿತಿ ಕಚೇರಿಯಲ್ಲಿ ಮುಂಗಡವಾಗಿ ಪಾವತಿಸಿ ರಸೀದಿ ಪಡೆದು ಹರಾಜಿನಲ್ಲಿ ಭಾಗವಹಿಸಬೇಕು. ಯಶಸ್ವಿಯಾಗದವರ ಠೇವಣಿ ಹಿಂದಿರುಗಿಸಲಾಗುವುದು.: [1018, 1621, 1525, 1648]
- court-en-given: Given under my hand seal and signature on this day 04-07-2025 at Kolar.: [1225, 1276, 1527, 1306]
- court-en-body: Fathima W/o late Shaik Babu, Aged about 65 years, R/at Dodda Ayyur village Vokkaleri Hobli, Kolar Taluk. Whereas, the appellant have instituted the above appeal against the orders passed by the against the orders passed by have filed the above appeal against the orders passed by the 1st respondent in favour of the 3rd respondent in MR.H2/13- 14 dt.29-11-2013. This Hon'ble court be pleased to issued notice to the RESPONDENT No. 3 is intentionally evading and avoiding to receive the summons issued by this Hon'ble court. Hence you are all hereby notice to appear in this court in person or by an advocate on 24-7-2025 at 3 p.m. to file objections to the appeal, in default of your appearance on the same day the court take as exparte.: [1225, 1064, 1527, 1271]
- civil-court-advocate: ಅರ್ಜಿದಾರರ ಪರ ವಕೀಲರು: ಪ್ರಮೀಳ ಎಸ್. ವಕೀಲರು, ಕೋಲಾರ: [347, 1959, 701, 1978]
- fee-row: ♦ ಹೋಟೆಲ್ 'ಬಿ' 100=00: [1280, 1710, 1516, 1728]
- photo-heat-event: [1118, 202, 1444, 565]
- headline-tirupati: ತಿರುಪತಿ ದೇವಸ್ಥಾನಕ್ಕೆ ಚಿಂತಾಮಣಿ ಭಕ್ತರಿಂದ ಉಚಿತ ತರಕಾರಿ ರವಾನೆ: [854, 894, 1194, 955]
- fee-row: ♦ ಟಿಕೆಟ್ ಇಲ್ಲದ ಅಂಗಡಿಗಾರರು: [1027, 1744, 1263, 1762]
- fee-row: ಬಿ) 2ನೇ ತರಗತಿ 30=00: [1042, 1779, 1263, 1793]
- article-ranya-body: ಬೆಂಗಳೂರು: ಸುಮಾರು ೧೫ ಕೋಟಿ ರೂ. ಮೌಲ್ಯದ ಚಿನ್ನ ಕಳ್ಳಸಾಗಣೆ ಪ್ರಕರಣದಲ್ಲಿ ಬಂಧಿತರಾಗಿರುವ ನಟಿ ರನ್ಯಾ ರಾವ್‌ಗೆ ಸೇರಿದ ೩.೪ ಕೋಟಿ ರೂ. ಮೌಲ್ಯದ ಆಸ್ತಿಯನ್ನು ಜಾರಿ ನಿರ್ದೇಶನಾಲಯ ಜಪ್ತಿ ಮಾಡಿದೆ. ಅಕ್ರಮ ಹಣ ವರ್ಗಾವಣೆ ತಡೆ ಕಾಯ್ದೆಯಡಿ ಈ ಕ್ರಮ ಕೈಗೊಳ್ಳಲಾಗಿದೆ ಎಂದು ಅಧಿಕಾರಿಗಳು ತಿಳಿಸಿದ್ದಾರೆ. ತನಿಖೆ ಮುಂದುವರಿದಿದೆ.: [659, 975, 831, 1096]
- panchayat-schedule-b-head: ಷೆಡ್ಯೂಲ್ 'ಬಿ': [1243, 1839, 1299, 1853]
- subhead-tigers: ೫ ಹುಲಿಗಳ ಸಾವು: ನಾಲ್ವರು ಅಧಿಕಾರಿಗಳ ಅಮಾನತಿಗೆ ಶಿಫಾರಸ್ಸು: [845, 549, 1001, 615]
- court-en-title: IN THE COURT OF THE ASSISTANT COMMISSIONER AT KOLAR: [1243, 923, 1509, 959]
- column-divider: [452, 646, 453, 1189]
- panchayat-intro: ಕೆ.ಜಿ.ಹಳ್ಳಿ ಗ್ರಾಮ ಪಂಚಾಯಿತಿ ಅಧ್ಯಕ್ಷರಾದ ಶ್ರೀ ಮುರುಗೇಶ ಎಂ. ರವರ ಅಧ್ಯಕ್ಷತೆಯಲ್ಲಿ: [1125, 1463, 1418, 1476]
- section-divider: [102, 548, 648, 550]
- schedule-col-header: ಸಂತೆ ಹೆಸರು: [1018, 1857, 1069, 1890]
- panchayat-year-line: 2025-26ನೇ ಸಾಲಿನ: [1223, 1479, 1319, 1494]
- panchayat-auction-notice: [1004, 1386, 1539, 2187]
- column-divider: [1002, 1196, 1003, 1381]
- civil-court-sig1: ಶಿರಸ್ತೇದಾರರು,: [646, 1923, 701, 1937]
- panchayat-cond1: 1) ಹರಾಜು ನಡೆಸುವ ಅಧಿಕಾರಿಗಳ ತೀರ್ಮಾನ ಎಲ್ಲಾ ಸಮಯದಲ್ಲಿಯೂ ಅಂತಿಮವಾಗಿರುತ್ತದೆ. ಹರಾಜು ಕೂಗಿದವರು ಯಶಸ್ವಿ ಬಿಡ್ಡಿನ ಶೇ. 25 ರಷ್ಟು ಮೊತ್ತವನ್ನು ಸ್ಥಳದಲ್ಲಿಯೇ ಪಾವತಿಸತಕ್ಕದ್ದು.: [1018, 1593, 1525, 1619]
- ac-court-vs: ವಿರುದ್ಧ: [844, 1608, 870, 1621]
- issue-date: Saturday, July 5, 2025: [1306, 51, 1528, 76]
- panchayat-divider: [1018, 1455, 1525, 1457]
- section-divider: [841, 885, 1207, 887]
- newspaper-brand: KOLARA PATRIKE,: [166, 48, 416, 79]
- ac-court-respondent: ಎದುರುದಾರರು: ರಾಮರತ್ನಮ್ಮ ಮತ್ತು ಇತರರು: [731, 1622, 899, 1635]
- footer-imprint: ಸಂಪಾದಕ: ಸುಹಾಸ್ ಪ್ರಹ್ಲಾದರಾವ್, ಪ್ರಕಾಶಕ, ಮುದ್ರಕ: ಕೆ.ಎಸ್. ಶ್ರೀವಾಣಿ ಪ್ರಹ್ಲಾದರಾವ್, ಸುಮನ ಆಫ್‌ಸೆಟ್, 2ನೇ ರಸ್ತೆ, ಗೌರಿಪೇಟೆ, ಕೋಲಾರ-563101 Ph: 08152-222325 e-mail: kolarapatrike @gmail.com: [236, 2209, 1388, 2227]
- fee-row: ♦ ಕೋಳಿ 5=00: [1280, 1728, 1516, 1745]
- ac-court-title: ಮಾನ್ಯ ಸಹಾಯಕ ಕಮೀಷನರ್, ಕೋಲಾರ ಉಪವಿಭಾಗರವರ ನ್ಯಾಯಾಲಯ ಕೋಲಾರ: [759, 1536, 956, 1568]
- photo-hoysala-awardee: [102, 1613, 211, 1752]
- article-buddha-body-lower: ಚಿಂತಾಮಣಿ: ನೆರೆಯ ಆಂಧ್ರಪ್ರದೇಶದ ಮದನಪಲ್ಲಿಯಲ್ಲಿ ಬುದ್ಧನ ವಿಗ್ರಹವನ್ನು ದುಷ್ಕರ್ಮಿಗಳು ಧ್ವಂಸಗೊಳಿಸಿರುವುದನ್ನು ಖಂಡಿಸಿ ನಡೆಯುತ್ತಿರುವ ಅನಿರ್ದಿಷ್ಟಾವಧಿ ಧರಣಿಗೆ ಕರ್ನಾಟಕ ದಲಿತ ಸೇನೆ ಬೆಂಬಲ ವ್ಯಕ್ತಪಡಿಸಿದೆ. ಮದನಪಲ್ಲಿ ಪಟ್ಟಣದ ಬುದ್ಧ ವಿಗ್ರಹದ ಬಳಿ ನಡೆಯುತ್ತಿರುವ ಧರಣಿಯಲ್ಲಿ ಜಿಲ್ಲೆಯ ವಿವಿಧ ಸಂಘಟನೆಗಳ ಮುಖಂಡರು ಭಾಗವಹಿಸಿ ಹೋರಾಟಕ್ಕೆ ಸಾಥ್ ನೀಡಿದರು. ಬುದ್ಧ ವಿಹಾರಗಳಿಗೆ ಸೂಕ್ತ ರಕ್ಷಣೆ ನೀಡಬೇಕು ಎಂದು ಒತ್ತಾಯಿಸಿದರು.: [102, 892, 446, 982]
- fee-table-left: [1019, 1670, 1270, 1801]
- page-number-label: ಪುಟ-4: [107, 53, 152, 74]
- signatory: ಶ್ರೀಮತಿ ಮಮತ ಶಶಿಧರ ಉಪಾಧ್ಯಕ್ಷರು: [1168, 1953, 1246, 1977]
- section-divider: [102, 1192, 998, 1194]
- section-divider: [102, 1520, 996, 1522]
- fee-row: ♦ ಭರ್ತಿಗಾಡಿ 20=00: [1027, 1710, 1263, 1728]
- panchayat-address: ಟೇಕಲ್ ಹೋಬಳಿ, ಮಾಲೂರು ತಾಲ್ಲೂಕು. ಕೋಲಾರ ಜಿಲ್ಲೆ.: [1156, 1435, 1387, 1449]
- schedule-col-header: ವಾರ್ಷಿಕ ಮಾರಾಟದ ಕನಿಷ್ಠ ಮೊತ್ತ / ಕಂತೆ ಮೊಬಲಗು: [1069, 1857, 1226, 1890]
- section-divider: [659, 881, 831, 883]
- fee-row: ♦ ಹೋಟಲ್ 'ಎ' 150=00: [1280, 1693, 1516, 1711]
- article-heat-col-left: ಚಿಕ್ಕಬಳ್ಳಾಪುರ: ವಾತಾವರಣದಲ್ಲಿ ತಾಪಮಾನ ದಿನದಿಂದ ದಿನಕ್ಕೆ ಏರಿಕೆಯಾಗುತ್ತಿರುವುದು ಆತಂಕಕಾರಿ ಸಂಗತಿಯಾಗಿದೆ ಎಂದು ಪ್ರಧಾನ ಜಿಲ್ಲಾ ಮತ್ತು ಸತ್ರ ನ್ಯಾಯಾಧೀಶರಾದ ನೇರಳೆ ವೀರಭದ್ರಯ್ಯ ಭವಾನಿ ಕಳವಳ ವ್ಯಕ್ತಪಡಿಸಿದರು.: [1015, 202, 1113, 333]
- civil-court-body: ಈ ಮೂಲಕ ಸಾರ್ವಜನಿಕರಿಗೆ ಪ್ರಕಟಿಸುವುದೇನೆಂದರೆ, ಮೇಲ್ಕಂಡ ಅರ್ಜಿದಾರರು ಕೋಲಾರ ತಾಲ್ಲೂಕು ಹುತ್ತೂರು ಹೋಬಳಿ ಜಂಗಮ ಬಸಾಪುರ ಗ್ರಾಮದ ಸರ್ವೆ ನಂ. 110/1ಬಿ ವಿಸ್ತೀರ್ಣ 0-11 ಗುಂಟೆ ಜಮೀನಿಗೆ ಸಂಬಂಧಿಸಿದಂತೆ ದಿನಾಂಕ 11-02-2015 ರಂದು ಮರಣ ಹೊಂದಿರುವ ತಮ್ಮ ತಂದೆ ಮುನಿವೆಂ‌ಕಟಪ್ಪ ಇವರ ವಾರಸುದಾರರೆಂದು ಘೋಷಿಸಲು ಸಿ.ಎಂ.ಸಿ. ನಂ. 180/2025ರಲ್ಲಿ ಅರ್ಜಿ ಸಲ್ಲಿಸಿರುತ್ತಾರೆ. ಈ ಬಗ್ಗೆ ಯಾರಿಗಾದರೂ ಆಕ್ಷೇಪಣೆ ಇದ್ದಲ್ಲಿ ದಿನಾಂಕ 14-8-2025ರಂದು ಬೆಳಿಗ್ಗೆ 11-00 ಘಂಟೆಗೆ ಖುದ್ದಾಗಿ ಅಥವಾ ವಕೀಲರ ಮುಖಾಂತರ ಈ ನ್ಯಾಯಾಲಯಕ್ಕೆ ಹಾಜರಾಗಿ ಆಕ್ಷೇಪಣೆ ಸಲ್ಲಿಸತಕ್ಕದ್ದು. ತಪ್ಪಿದಲ್ಲಿ ಪ್ರಕರಣವನ್ನು ಕಾನೂನು ರೀತಿ ಇತ್ಯರ್ಥಪಡಿಸಲಾಗುವುದು ಎಂದು ಈ ದಿನಾಂಕ 3-7-2025ರಂದು ಸಹಿ ಮಾಡಿ ನ್ಯಾಯಾಲಯದ ಮುದ್ರೆಯೊಂದಿಗೆ ಹೊರಡಿಸಲಾಗಿದೆ.: [347, 1759, 701, 1901]
- ac-court-case-no: ಆರ್.ಎ. 393/2023: [810, 1573, 905, 1588]
- schedule-col-header: ಹರಾಜು ತಾರೀಖು: [1226, 1857, 1318, 1890]
- masthead: [88, 33, 1547, 94]
- civil-court-order-line: ನ್ಯಾಯಾಲಯದ ಅಪ್ಪಣೆಯ ಮೇರೆಗೆ: [573, 1909, 701, 1923]
- court-notice-english: [1213, 913, 1539, 1381]
- fee-table: [1018, 1668, 1525, 1803]
- article-tirupati-body-cont: ತಿರುಮಲ ತಿರುಪತಿ ದೇವಸ್ಥಾನದ ಅನ್ನ ಪ್ರಸಾದ ನಿಲಯಕ್ಕೆ ಪ್ರತಿ ವರ್ಷದಂತೆ ಈ ವರ್ಷವೂ ಟೊಮೇಟೊ, ಬೀನ್ಸ್, ಕ್ಯಾರೆಟ್, ಸೌತೆಕಾಯಿ ಮುಂತಾದ ತರಕಾರಿಗಳನ್ನು ರೈತರು ಮತ್ತು ಭಕ್ತರು ಸಮರ್ಪಿಸಿದ್ದಾರೆ. ಗ್ರಾಮದ ಪ್ರಮುಖರು ಪೂಜೆ ಸಲ್ಲಿಸಿ ಲಾರಿಗೆ ಚಾಲನೆ ನೀಡಿದರು. ಶ್ರೀನಿವಾಸನ ಸೇವೆಗೆ ತರಕಾರಿ ಕಳುಹಿಸುವ ಪದ್ಧತಿ ಹಲವು ವರ್ಷಗಳಿಂದ ನಡೆದುಕೊಂಡು ಬಂದಿದೆ ಎಂದು ಭಕ್ತರು ತಿಳಿಸಿದರು. ಸ್ವಾಮಿಯ ದರ್ಶನಕ್ಕೆ ಭಕ್ತರ ದಂಡು ಹೆಚ್ಚುತ್ತಿದ್ದು, ಅನ್ನ ಪ್ರಸಾದ ವಿತರಣೆಗೆ ತರಕಾರಿ ನೆರವಾಗಲಿದೆ.: [1007, 1201, 1207, 1340]
- fee-row: ಎ) 1 ತರಗತಿ 50=00: [1042, 1763, 1263, 1777]
- fee-row: ♦ ಲಾರಿ ಭರ್ತಿ 100=00: [1280, 1744, 1516, 1762]
- headline-fine: ಸಕಾಲಕ್ಕೆ ಮಾಹಿತಿ ನೀಡದಿದ್ದಕ್ಕೆ ೨೫ ಸಾವಿರ ರೂ. ದಂಡ!: [638, 106, 1003, 167]
- ac-court-appellant: ಮೇಲ್ಮನವಿದಾರರು: ರತ್ನಮ್ಮ: [731, 1594, 830, 1607]
- court-en-by-order: By order of the court.: [1323, 1311, 1429, 1326]
- civil-court-title: ಗೌರವಾನ್ವಿತ 1ನೇ ಅಪರ ಸಿವಿಲ್ ನ್ಯಾಯಾಧೀಶರ ಮತ್ತು ಜಿ.ಎಂ.ಎಫ್.ಸಿ ನ್ಯಾಯಾಲಯ ಕೋಲಾರ: [347, 1536, 701, 1584]
